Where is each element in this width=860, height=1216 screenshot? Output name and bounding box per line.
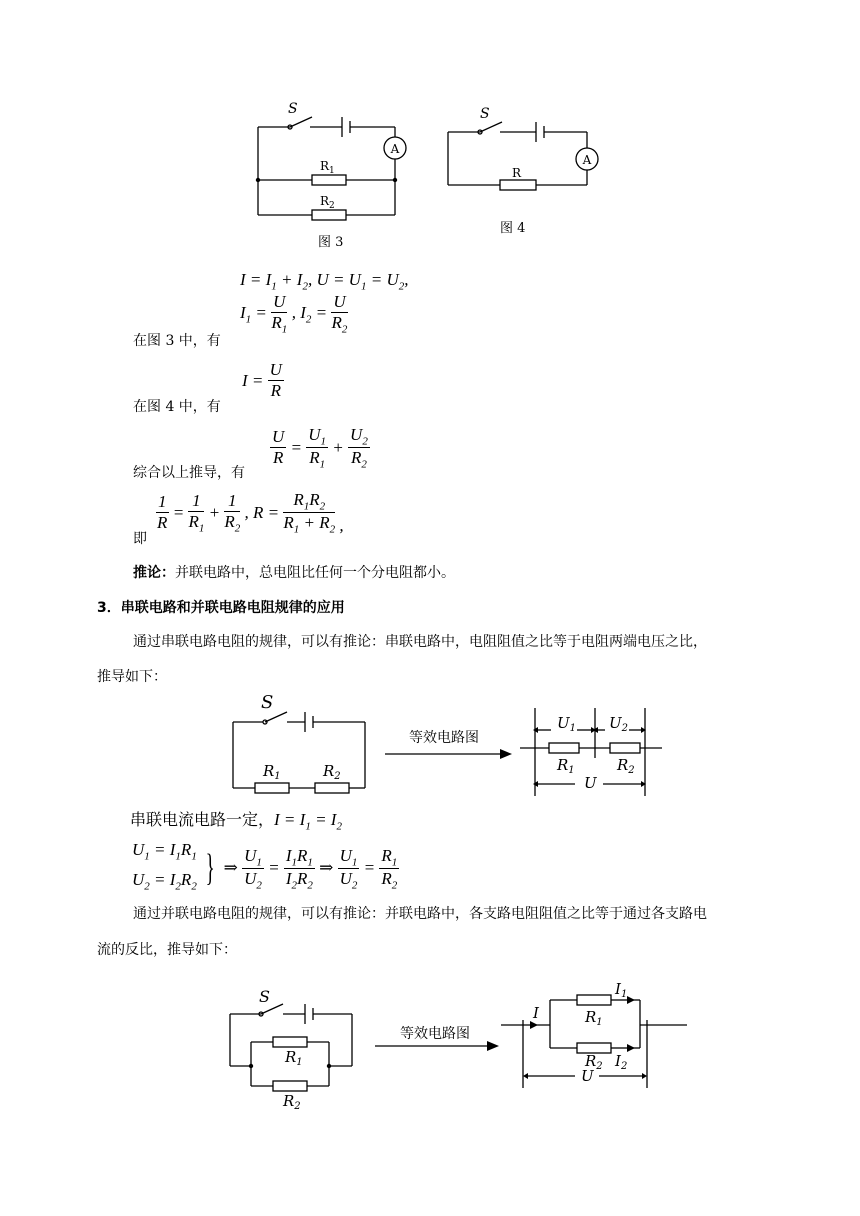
r2-equivalent-label: $R_2$ [585, 1052, 603, 1072]
switch-lever [290, 117, 312, 127]
inference-line [133, 562, 455, 582]
u-label: U [584, 774, 597, 792]
resistor-r1-equivalent [577, 995, 611, 1005]
r1-label: $R_1$ [285, 1048, 303, 1068]
arrow-head-icon [500, 749, 512, 759]
series-current-text: 串联电流电路一定， [130, 810, 275, 829]
arrow-head-icon [487, 1041, 499, 1051]
i1-label: $I_1$ [615, 980, 628, 1000]
parallel-paragraph-line1: 通过并联电路电阻的规律，可以有推论：并联电路中，各支路电阻阻值之比等于通过各支路电 [133, 906, 707, 922]
formula-combined: $\frac{U}{R}$ = $\frac{U_1}{R_1}$ + $\frac{U_2}{R_2}$ [272, 425, 368, 471]
current-arrow-icon [530, 1021, 538, 1029]
r1-equivalent-label: $R_1$ [585, 1008, 603, 1028]
resistor-r1 [312, 175, 346, 185]
ammeter-label: A [390, 142, 400, 156]
series-paragraph-line2: 推导如下： [97, 669, 167, 685]
formula-fig4: I = $\frac{U}{R}$ [242, 360, 282, 400]
resistor-r2-equivalent [610, 743, 640, 753]
r1-label: $R_1$ [263, 762, 281, 782]
formula-fig3-line1: $I = I_1 + I_2$, $U = U_1 = U_2$, [240, 270, 409, 293]
figure-4-caption: 图 4 [500, 221, 526, 236]
i-label: I [533, 1004, 539, 1022]
r1-label: $R_1$ [320, 159, 335, 176]
i2-label: $I_2$ [615, 1052, 628, 1072]
switch-label: S [288, 101, 298, 117]
series-circuit-figure [225, 688, 670, 803]
ammeter-label: A [582, 153, 592, 167]
formula-fig3-line2: $I_1$ = $\frac{U}{R_1}$ , $I_2$ = $\frac{U}{R_2}$ [240, 292, 348, 336]
switch-label: S [261, 692, 274, 713]
parallel-circuit-figure [225, 980, 695, 1110]
junction-dot [393, 178, 397, 182]
r2-equivalent-label: $R_2$ [617, 756, 635, 776]
fig3-label: 在图 3 中，有 [133, 333, 221, 349]
u2-label: $U_2$ [609, 714, 629, 734]
ji-label: 即 [133, 531, 147, 547]
u1-label: $U_1$ [557, 714, 577, 734]
switch-label: S [259, 987, 270, 1006]
inference-bold: 推论： [133, 565, 175, 581]
equivalent-circuit-label: 等效电路图 [409, 730, 479, 746]
formula-ji: $\frac{1}{R}$ = $\frac{1}{R_1}$ + $\frac{1}{R_2}$ , R = $\frac{R_1R_2}{R_1 + R_2}$ , [157, 490, 344, 536]
parallel-paragraph-line2: 流的反比，推导如下： [97, 942, 237, 958]
figure-4-circuit [442, 106, 612, 240]
resistor-r2 [312, 210, 346, 220]
resistor-r2 [273, 1081, 307, 1091]
r2-label: $R_2$ [320, 194, 335, 211]
switch-lever [480, 122, 502, 132]
resistor-r1-equivalent [549, 743, 579, 753]
fig4-label: 在图 4 中，有 [133, 399, 221, 415]
switch-lever [265, 712, 287, 722]
r2-label: $R_2$ [323, 762, 341, 782]
resistor-r2 [315, 783, 349, 793]
series-derivation: $U_1 = I_1R_1$ $U_2 = I_2R_2$ } ⇒ $\frac{U_1}{U_2}$ = $\frac{I_1R_1}{I_2R_2}$ ⇒ $\frac{U_1}{U_2}$ = $\frac{R_1}{R_2}$ [132, 840, 398, 893]
equivalent-circuit-label: 等效电路图 [400, 1026, 470, 1042]
junction-dot [249, 1064, 253, 1068]
resistor-r [500, 180, 536, 190]
series-paragraph-line1: 通过串联电路电阻的规律，可以有推论：串联电路中，电阻阻值之比等于电阻两端电压之比， [133, 634, 707, 650]
switch-label: S [480, 106, 490, 122]
junction-dot [256, 178, 260, 182]
figure-3-caption: 图 3 [318, 235, 344, 250]
u-label: U [581, 1067, 594, 1085]
resistor-r1 [255, 783, 289, 793]
r-label: R [512, 166, 522, 180]
section-heading: 3．串联电路和并联电路电阻规律的应用 [97, 600, 345, 616]
r1-equivalent-label: $R_1$ [557, 756, 575, 776]
junction-dot [327, 1064, 331, 1068]
combine-label: 综合以上推导，有 [133, 465, 245, 481]
resistor-r1 [273, 1037, 307, 1047]
inference-text: 并联电路中，总电阻比任何一个分电阻都小。 [175, 565, 455, 581]
series-current-line: 串联电流电路一定，$I = I_1 = I_2$ [130, 810, 342, 833]
figure-3-circuit [250, 95, 420, 255]
r2-label: $R_2$ [283, 1092, 301, 1112]
